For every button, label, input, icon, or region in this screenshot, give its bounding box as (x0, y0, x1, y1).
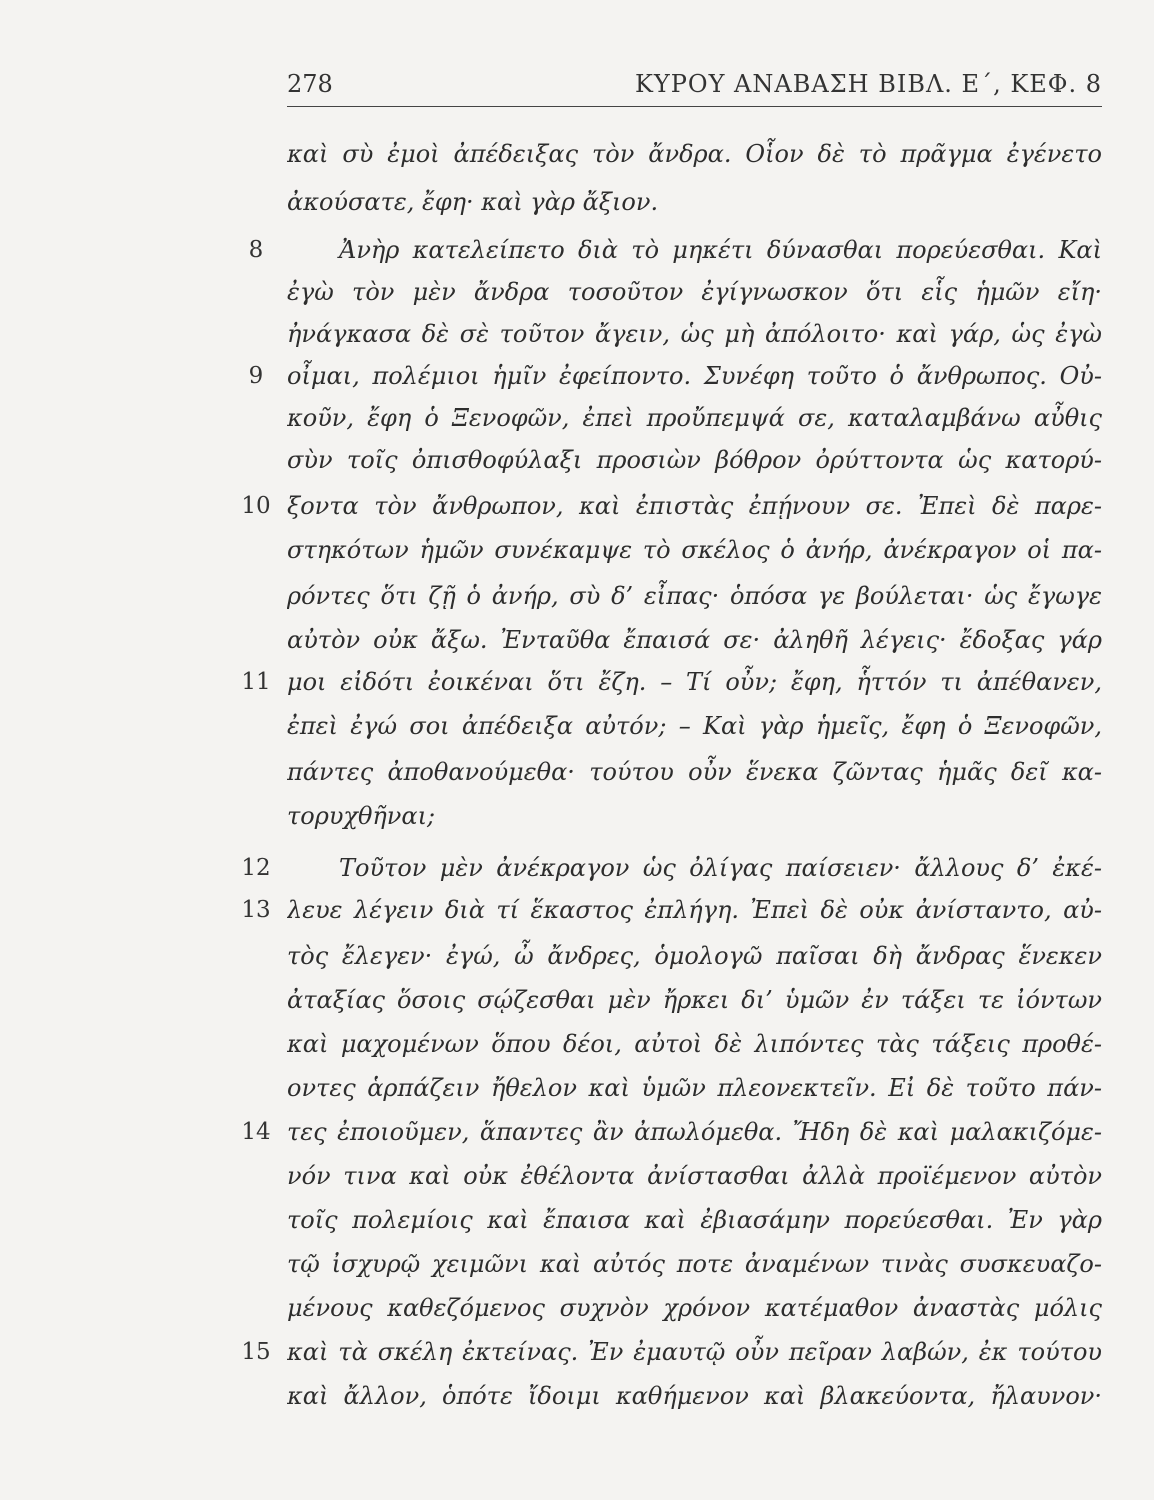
text-line: λευε λέγειν διὰ τί ἕκαστος ἐπλήγη. Ἐπεὶ δὲ οὐκ ἀνίσταντο, αὐ- (287, 896, 1102, 924)
text-line: ἐπεὶ ἐγώ σοι ἀπέδειξα αὐτόν; – Καὶ γὰρ ἡμεῖς, ἔφη ὁ Ξενοφῶν, (287, 712, 1102, 740)
text-line: τὸς ἔλεγεν· ἐγώ, ὦ ἄνδρες, ὁμολογῶ παῖσαι δὴ ἄνδρας ἕνεκεν (287, 942, 1102, 970)
section-number: 14 (241, 1119, 271, 1145)
running-title: ΚΥΡΟΥ ΑΝΑΒΑΣΗ ΒΙΒΛ. Ε΄, ΚΕΦ. 8 (634, 70, 1102, 98)
section-number: 13 (241, 897, 271, 923)
text-line: ξοντα τὸν ἄνθρωπον, καὶ ἐπιστὰς ἐπῄνουν σε. Ἐπεὶ δὲ παρε- (287, 492, 1102, 520)
text-line: πάντες ἀποθανούμεθα· τούτου οὖν ἕνεκα ζῶντας ἡμᾶς δεῖ κα- (287, 758, 1102, 786)
text-line: καὶ τὰ σκέλη ἐκτείνας. Ἐν ἐμαυτῷ οὖν πεῖραν λαβών, ἐκ τούτου (287, 1338, 1102, 1366)
text-line: σὺν τοῖς ὀπισθοφύλαξι προσιὼν βόθρον ὀρύττοντα ὡς κατορύ- (287, 446, 1102, 474)
text-line: ἠνάγκασα δὲ σὲ τοῦτον ἄγειν, ὡς μὴ ἀπόλοιτο· καὶ γάρ, ὡς ἐγὼ (287, 320, 1102, 348)
text-line: κοῦν, ἔφη ὁ Ξενοφῶν, ἐπεὶ προὔπεμψά σε, καταλαμβάνω αὖθις (287, 404, 1102, 432)
text-line: στηκότων ἡμῶν συνέκαμψε τὸ σκέλος ὁ ἀνήρ, ἀνέκραγον οἱ πα- (287, 536, 1102, 564)
section-number: 10 (241, 493, 271, 519)
section-number: 11 (241, 669, 271, 695)
text-line: τοῖς πολεμίοις καὶ ἔπαισα καὶ ἐβιασάμην πορεύεσθαι. Ἐν γὰρ (287, 1206, 1102, 1234)
page-header (287, 66, 1102, 107)
section-number: 8 (248, 237, 264, 263)
text-line: Ἀνὴρ κατελείπετο διὰ τὸ μηκέτι δύνασθαι πορεύεσθαι. Καὶ (339, 236, 1102, 264)
page-number: 278 (287, 70, 333, 98)
text-line: καὶ σὺ ἐμοὶ ἀπέδειξας τὸν ἄνδρα. Οἷον δὲ τὸ πρᾶγμα ἐγένετο (287, 140, 1102, 168)
text-line: τῷ ἰσχυρῷ χειμῶνι καὶ αὐτός ποτε ἀναμένων τινὰς συσκευαζο- (287, 1250, 1102, 1278)
text-line: μοι εἰδότι ἐοικέναι ὅτι ἔζη. – Τί οὖν; ἔφη, ἧττόν τι ἀπέθανεν, (287, 668, 1102, 696)
text-line: Τοῦτον μὲν ἀνέκραγον ὡς ὀλίγας παίσειεν· ἄλλους δ’ ἐκέ- (339, 854, 1102, 882)
text-line: μένους καθεζόμενος συχνὸν χρόνον κατέμαθον ἀναστὰς μόλις (287, 1294, 1102, 1322)
text-line: ἐγὼ τὸν μὲν ἄνδρα τοσοῦτον ἐγίγνωσκον ὅτι εἷς ἡμῶν εἴη· (287, 278, 1102, 306)
section-number: 9 (248, 363, 264, 389)
text-line: ἀκούσατε, ἔφη· καὶ γὰρ ἄξιον. (287, 188, 659, 216)
text-line: ρόντες ὅτι ζῇ ὁ ἀνήρ, σὺ δ’ εἶπας· ὁπόσα γε βούλεται· ὡς ἔγωγε (287, 582, 1102, 610)
section-number: 12 (241, 855, 271, 881)
text-line: καὶ μαχομένων ὅπου δέοι, αὐτοὶ δὲ λιπόντες τὰς τάξεις προθέ- (287, 1030, 1102, 1058)
text-line: καὶ ἄλλον, ὁπότε ἴδοιμι καθήμενον καὶ βλακεύοντα, ἤλαυνον· (287, 1382, 1102, 1410)
text-line: νόν τινα καὶ οὐκ ἐθέλοντα ἀνίστασθαι ἀλλὰ προϊέμενον αὐτὸν (287, 1162, 1102, 1190)
text-line: οντες ἁρπάζειν ἤθελον καὶ ὑμῶν πλεονεκτεῖν. Εἰ δὲ τοῦτο πάν- (287, 1074, 1102, 1102)
text-line: αὐτὸν οὐκ ἄξω. Ἐνταῦθα ἔπαισά σε· ἀληθῆ λέγεις· ἔδοξας γάρ (287, 626, 1102, 654)
text-line: οἶμαι, πολέμιοι ἡμῖν ἐφείποντο. Συνέφη τοῦτο ὁ ἄνθρωπος. Οὐ- (287, 362, 1102, 390)
text-line: τορυχθῆναι; (287, 802, 436, 830)
text-line: τες ἐποιοῦμεν, ἅπαντες ἂν ἀπωλόμεθα. Ἤδη δὲ καὶ μαλακιζόμε- (287, 1118, 1102, 1146)
section-number: 15 (241, 1339, 271, 1365)
text-line: ἀταξίας ὅσοις σῴζεσθαι μὲν ἤρκει δι’ ὑμῶν ἐν τάξει τε ἰόντων (287, 986, 1102, 1014)
